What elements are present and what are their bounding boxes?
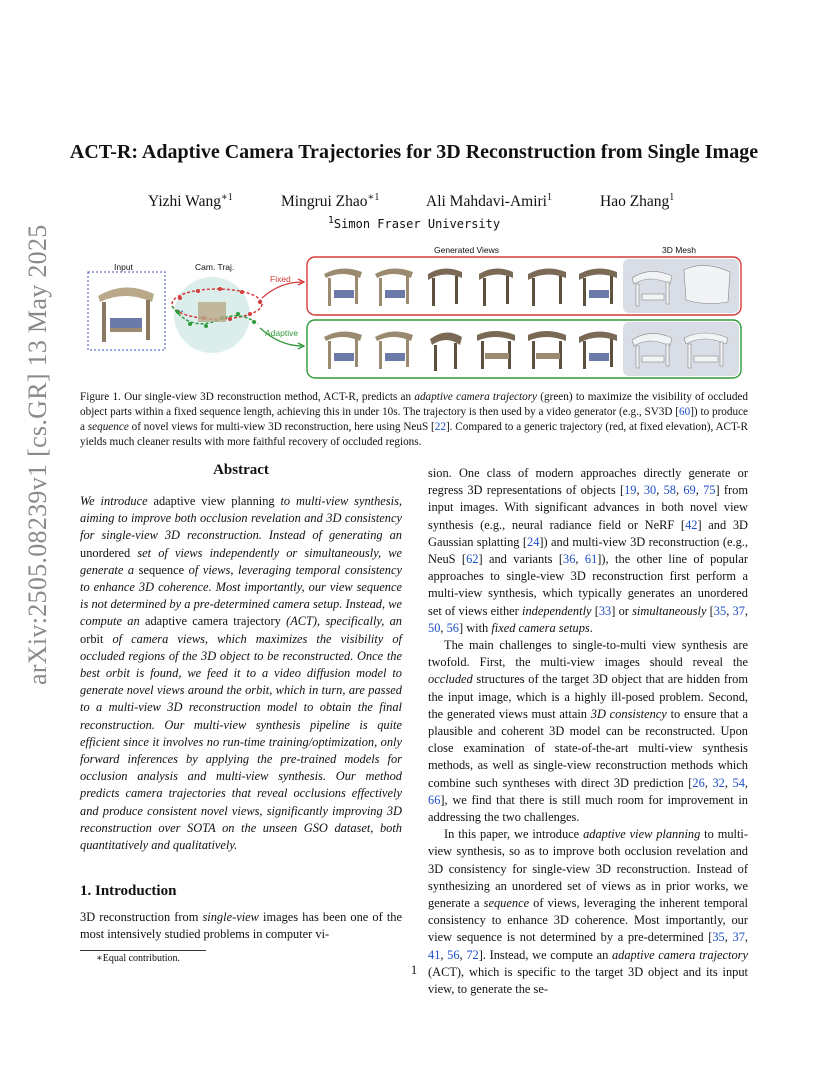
author-3: Ali Mahdavi-Amiri$^1$ xyxy=(426,191,552,210)
paragraph-1: sion. One class of modern approaches directly generate or regress 3D representations of objects [19, 30, 58, 69, 75] from input images. With significant advances in both novel view synthesis (e.g., neural radiance field or NeRF [42] and 3D Gaussian splatting [24]) and multi-view 3D reconstruction (e.g., NeuS [62] and variants [36, 61]), the other line of popular approaches to single-view 3D reconstruction first perform a multi-view synthesis, which typically generates an unordered set of views either independently [33] or simultaneously [35, 37, 50, 56] with fixed camera setups. xyxy=(428,466,748,635)
author-2: Mingrui Zhao$^{∗1}$ xyxy=(281,191,380,210)
figure-caption: Figure 1. Our single-view 3D reconstruction method, ACT-R, predicts an adaptive camera trajectory (green) to maximize the visibility of occluded object parts within a fixed sequence length, achieving this in under 10s. The trajectory is then used by a video generator (e.g., SV3D [60]) to produce a sequence of novel views for multi-view 3D reconstruction, here using NeuS [22]. Compared to a generic trajectory (red, at fixed elevation), ACT-R yields much cleaner results with more faithful recovery of occluded regions. xyxy=(80,391,749,448)
input-image-frame xyxy=(88,272,165,350)
abstract-heading: Abstract xyxy=(213,462,269,478)
label-cam-traj: Cam. Traj. xyxy=(195,262,235,272)
label-generated-views: Generated Views xyxy=(434,245,500,255)
right-column-text xyxy=(428,465,748,998)
adaptive-generated-views xyxy=(324,331,617,371)
fixed-generated-views xyxy=(324,268,617,306)
arxiv-id: arXiv:2505.08239v1 [cs.GR] 13 May 2025 xyxy=(23,224,52,685)
paragraph-3: In this paper, we introduce adaptive view planning to multi-view synthesis, so as to improve both occlusion revelation and 3D consistency for single-view 3D reconstruction. Instead of synthesizing an unordered set of views as in prior works, we generate a sequence of views, leveraging the inherent temporal consistency to enhance 3D coherence. Most importantly, our view sequence is not determined by a pre-determined [35, 37, 41, 56, 72]. Instead, we compute an adaptive camera trajectory (ACT), which is specific to the target 3D object and its input view, to generate the se- xyxy=(428,827,749,997)
footnote-rule xyxy=(80,950,206,951)
author-4: Hao Zhang$^1$ xyxy=(600,191,675,210)
label-adaptive: Adaptive xyxy=(265,328,299,338)
label-input: Input xyxy=(114,262,133,272)
paper-title: ACT-R: Adaptive Camera Trajectories for 3D Reconstruction from Single Image xyxy=(69,141,759,163)
footnote: ∗Equal contribution. xyxy=(96,953,181,964)
affiliation: $^1$Simon Fraser University xyxy=(327,215,501,231)
intro-heading: 1. Introduction xyxy=(80,883,177,899)
intro-text: 3D reconstruction from single-view images has been one of the most intensively studied problems in computer vi- xyxy=(80,910,402,942)
label-fixed: Fixed xyxy=(270,274,291,284)
arxiv-watermark xyxy=(18,224,58,700)
page-number: 1 xyxy=(410,963,418,977)
paragraph-2: The main challenges to single-to-multi view synthesis are twofold. First, the multi-view images should reveal the occluded structures of the target 3D object that are hidden from the input image, which is a highly ill-posed problem. Second, the generated views must attain 3D consistency to ensure that a plausible and coherent 3D model can be reconstructed. Upon close examination of state-of-the-art multi-view synthesis methods, as well as single-view reconstruction methods which combine such syntheses with direct 3D prediction [26, 32, 54, 66], we find that there is still much room for improvement in addressing the two challenges. xyxy=(428,638,749,825)
author-1: Yizhi Wang$^{∗1}$ xyxy=(148,191,233,210)
figure-graphic xyxy=(80,240,748,380)
label-3d-mesh: 3D Mesh xyxy=(662,245,697,255)
abstract-text: We introduce adaptive view planning to multi-view synthesis, aiming to improve both occlusion revelation and 3D consistency for single-view 3D reconstruction. Instead of generating an unordered set of views independently or simultaneously, we generate a sequence of views, leveraging temporal consistency to enhance 3D coherence. Most importantly, our view sequence is not determined by a pre-determined camera setup. Instead, we compute an adaptive camera trajectory (ACT), specifically, an orbit of camera views, which maximizes the visibility of occluded regions of the 3D object to be reconstructed. Once the best orbit is found, we feed it to a video diffusion model to generate novel views around the orbit, which in turn, are passed to a multi-view 3D reconstruction model to obtain the final reconstruction. Our multi-view synthesis pipeline is quite efficient since it involves no run-time training/optimization, only forward inferences by applying the pre-trained models for occlusion analysis and multi-view synthesis. Our method predicts camera trajectories that reveal occlusions effectively and produce consistent novel views, significantly improving 3D reconstruction over SOTA on the unseen GSO dataset, both quantitatively and qualitatively. xyxy=(80,494,402,853)
teaser-figure xyxy=(80,240,748,380)
input-object-image xyxy=(98,287,154,342)
